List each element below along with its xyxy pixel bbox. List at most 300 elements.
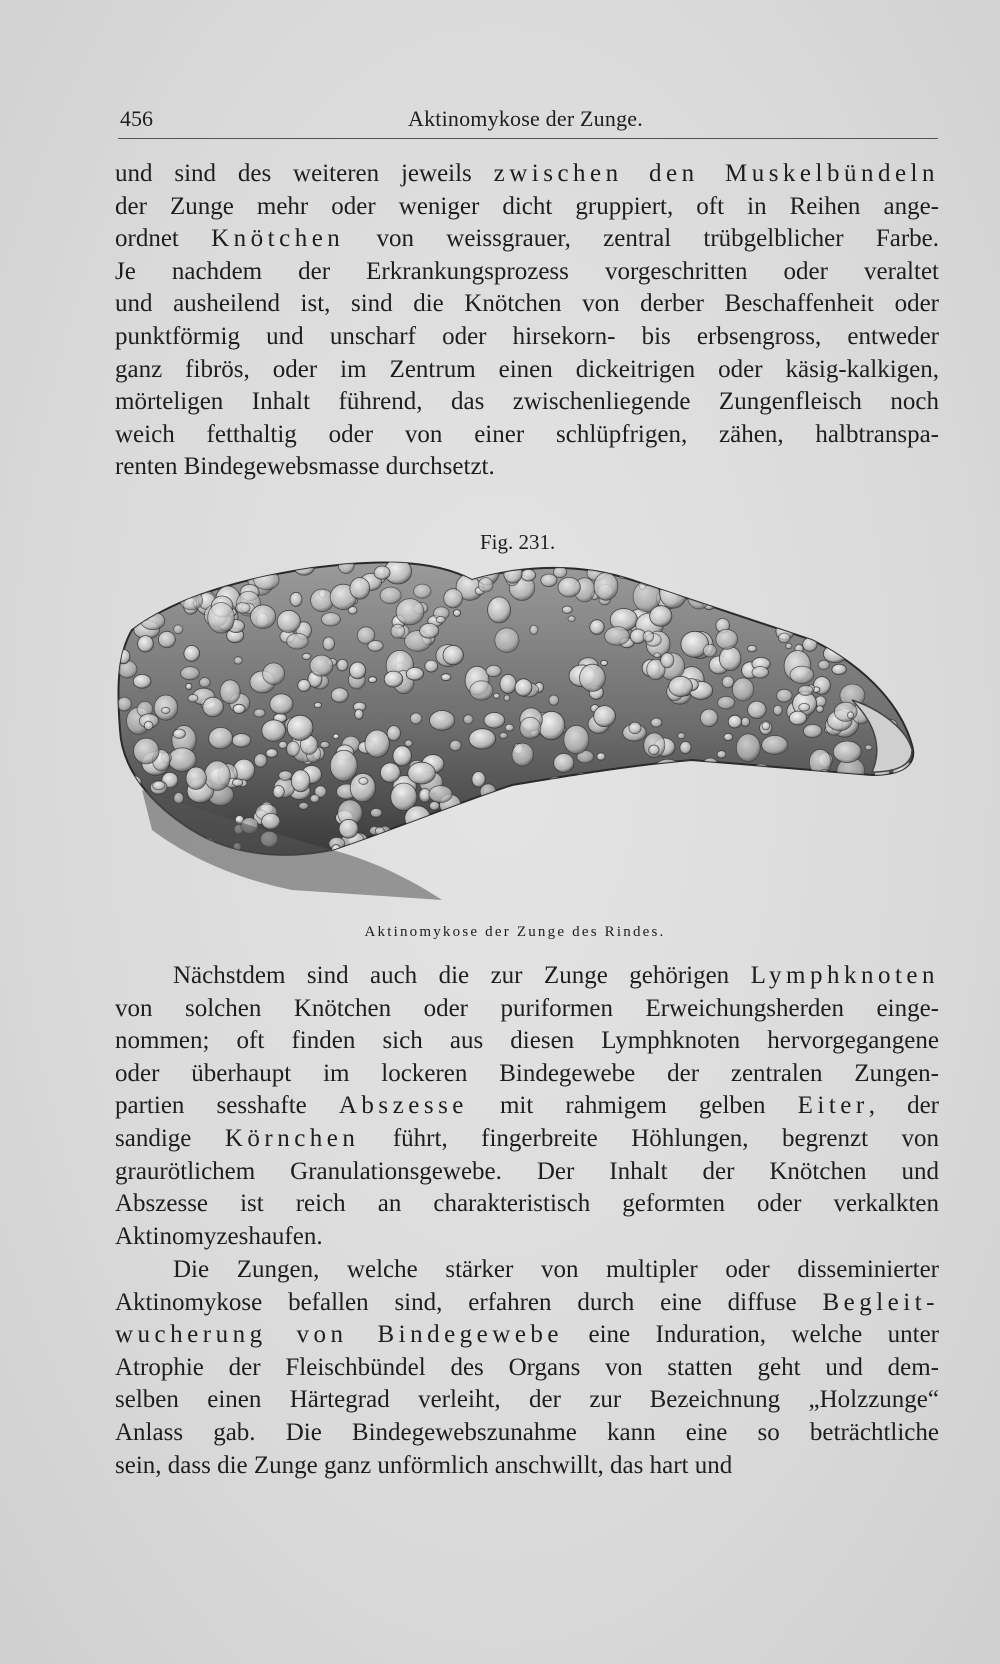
text-line [115, 158, 939, 191]
nodule [391, 624, 405, 638]
nodule [287, 715, 313, 740]
text-segment: führt, fingerbreite Höhlungen, begrenzt von [359, 1124, 939, 1152]
nodule [200, 564, 210, 575]
nodule [144, 590, 165, 612]
nodule [852, 790, 875, 809]
nodule [410, 713, 422, 724]
nodule [724, 733, 733, 740]
nodule [898, 798, 913, 813]
nodule [730, 602, 740, 613]
nodule [776, 799, 793, 818]
text-segment: nommen; oft finden sich aus diesen Lymphknoten hervorgegangene [115, 1027, 939, 1055]
text-line [115, 419, 939, 452]
nodule [302, 653, 311, 659]
nodule [380, 763, 400, 783]
nodule [186, 571, 201, 587]
nodule [548, 817, 559, 828]
nodule [743, 831, 768, 856]
nodule [299, 802, 309, 809]
text-line [115, 1156, 939, 1189]
page-header [118, 104, 938, 139]
text-segment: graurötlichem Granulationsgewebe. Der Inhalt der Knötchen und [115, 1157, 939, 1185]
nodule [469, 729, 496, 749]
nodule [233, 779, 243, 786]
nodule [420, 623, 439, 638]
spaced-emphasis: Knötchen [211, 225, 345, 253]
nodule [853, 779, 868, 793]
nodule [331, 688, 348, 703]
text-segment: renten Bindegewebsmasse durchsetzt. [115, 453, 495, 481]
nodule [186, 683, 192, 689]
nodule [781, 586, 787, 591]
nodule [599, 772, 619, 792]
nodule [171, 849, 177, 854]
nodule [761, 593, 774, 602]
nodule [273, 785, 284, 798]
nodule [601, 660, 608, 665]
nodule [220, 680, 240, 704]
nodule [859, 604, 872, 614]
nodule [504, 564, 522, 583]
nodule [777, 689, 793, 702]
nodule [500, 674, 516, 693]
nodule [279, 741, 288, 748]
nodule [333, 734, 339, 739]
nodule [776, 612, 786, 623]
nodule [339, 819, 358, 838]
nodule [368, 641, 383, 652]
nodule [157, 560, 180, 581]
nodule [520, 717, 541, 739]
nodule [270, 694, 293, 714]
text-segment: ganz fibrös, oder im Zentrum einen dickeitrigen oder käsig-kalkigen, [115, 355, 939, 383]
nodule [232, 734, 251, 748]
nodule [158, 631, 175, 647]
nodule [175, 567, 200, 597]
nodule [594, 847, 612, 861]
nodule [501, 789, 516, 803]
nodule [338, 560, 354, 574]
nodule [541, 574, 557, 587]
nodule [694, 841, 711, 853]
text-segment: Aktinomykose befallen sind, erfahren durch eine diffuse [115, 1288, 823, 1316]
nodule [134, 738, 159, 764]
text-line [115, 451, 939, 484]
tongue-illustration [112, 560, 944, 920]
nodule [387, 726, 400, 741]
nodule [374, 566, 390, 579]
nodule [121, 792, 141, 810]
nodule [408, 762, 436, 784]
nodule [133, 674, 151, 688]
nodule [577, 775, 599, 799]
nodule [833, 741, 861, 763]
nodule [635, 773, 657, 790]
text-segment: , der [868, 1092, 939, 1120]
text-segment: oder überhaupt im lockeren Bindegewebe der zentralen Zungen- [115, 1059, 939, 1087]
text-segment: punktförmig und unscharf oder hirsekorn- bis erbsengross, entweder [115, 322, 939, 350]
text-line [115, 191, 939, 224]
nodule [600, 828, 610, 838]
nodule [506, 818, 527, 837]
nodule [891, 562, 899, 570]
spaced-emphasis: Begleit- [822, 1288, 939, 1316]
nodule [530, 783, 551, 807]
text-segment: eine Induration, welche unter [563, 1321, 939, 1349]
nodule [117, 649, 130, 663]
nodule [498, 798, 508, 806]
nodule [783, 772, 802, 793]
nodule [818, 660, 829, 669]
nodule [512, 743, 533, 766]
nodule [892, 676, 919, 703]
nodule [718, 696, 735, 709]
nodule [620, 776, 630, 786]
nodule [488, 597, 511, 623]
nodule [504, 695, 510, 701]
nodule [209, 727, 233, 749]
nodule [626, 833, 634, 841]
text-segment: selben einen Härtegrad verleiht, der zur Bezeichnung „Holzzunge“ [115, 1386, 939, 1414]
nodule [436, 616, 445, 623]
nodule [594, 573, 618, 601]
nodule [262, 813, 280, 829]
text-segment: Je nachdem der Erkrankungsprozess vorgeschritten oder veraltet [115, 257, 939, 285]
nodule [279, 771, 292, 781]
nodule [515, 679, 532, 696]
nodule [590, 620, 604, 635]
nodule [816, 771, 823, 777]
nodule [762, 722, 770, 730]
text-segment: mit rahmigem gelben [467, 1092, 798, 1120]
nodule [355, 709, 363, 719]
nodule [654, 653, 661, 658]
text-segment: sandige [115, 1124, 225, 1152]
nodule [450, 740, 462, 751]
nodule [430, 711, 455, 731]
nodule [786, 643, 792, 649]
nodule [580, 664, 606, 691]
text-segment: Nächstdem sind auch die zur Zunge gehörigen [173, 962, 751, 989]
nodule [392, 831, 399, 836]
nodule [181, 667, 200, 680]
text-line [115, 256, 939, 289]
nodule [861, 650, 882, 671]
nodule [846, 560, 870, 589]
nodule [872, 786, 898, 808]
nodule [678, 760, 700, 784]
nodule [831, 598, 848, 612]
nodule [671, 786, 681, 798]
nodule [521, 849, 527, 855]
nodule [518, 847, 531, 861]
nodule [595, 818, 606, 827]
nodule [773, 705, 782, 715]
text-line [115, 1384, 939, 1417]
nodule [204, 761, 230, 791]
text-segment: von weissgrauer, zentral trübgelblicher Farbe. [344, 225, 940, 253]
nodule [368, 677, 376, 683]
text-line [115, 223, 939, 256]
text-line [115, 1221, 939, 1254]
nodule [321, 613, 340, 626]
nodule [651, 718, 662, 727]
nodule [486, 665, 501, 677]
nodule [675, 827, 692, 840]
nodule [549, 695, 559, 705]
nodule [484, 713, 505, 729]
nodule [538, 711, 565, 739]
nodule [689, 766, 709, 780]
text-segment: Anlass gab. Die Bindegewebszunahme kann eine so beträchtliche [115, 1418, 939, 1446]
nodule [380, 587, 401, 604]
text-line [115, 288, 939, 321]
nodule [803, 638, 817, 652]
nodule [703, 758, 717, 769]
nodule [254, 709, 265, 717]
nodule [277, 610, 300, 632]
nodule [835, 588, 857, 610]
nodule [660, 577, 687, 608]
nodule [775, 789, 796, 814]
nodule [144, 721, 153, 730]
nodule [799, 703, 810, 711]
nodule [848, 712, 854, 719]
nodule [478, 578, 493, 592]
nodule [564, 725, 589, 754]
nodule [370, 808, 382, 817]
nodule [134, 850, 141, 857]
nodule [817, 770, 832, 788]
nodule [425, 660, 438, 672]
nodule [747, 775, 754, 782]
figure-caption: Aktinomykose der Zunge des Rindes. [364, 924, 666, 940]
nodule [519, 800, 529, 811]
nodule [310, 795, 319, 803]
spaced-emphasis: Abszesse [338, 1092, 468, 1120]
text-line [115, 1058, 939, 1091]
nodule [680, 742, 691, 754]
nodule [414, 584, 431, 598]
nodule [474, 560, 491, 574]
paragraph-3 [115, 1254, 939, 1482]
nodule [703, 776, 714, 784]
nodule [453, 610, 460, 617]
nodule [174, 625, 183, 634]
nodule [138, 636, 154, 652]
spaced-emphasis: Körnchen [224, 1124, 360, 1152]
nodule [350, 578, 370, 600]
nodule [287, 633, 309, 649]
nodule [266, 749, 278, 758]
nodule [506, 827, 525, 845]
nodule [661, 653, 674, 668]
nodule [908, 567, 915, 572]
nodule [429, 786, 452, 803]
nodule [810, 610, 816, 617]
text-line [115, 1254, 939, 1287]
nodule [291, 770, 310, 792]
nodule [859, 640, 884, 666]
nodule [173, 729, 185, 738]
nodule [903, 622, 918, 636]
nodule [804, 796, 818, 812]
nodule [700, 709, 718, 727]
nodule [839, 835, 860, 852]
nodule [127, 596, 140, 609]
nodule [542, 844, 549, 850]
nodule [463, 715, 473, 724]
nodule [741, 717, 750, 726]
nodule [475, 796, 498, 813]
nodule [782, 810, 806, 836]
nodule [530, 625, 538, 634]
nodule [558, 577, 580, 597]
nodule [599, 802, 624, 823]
nodule [790, 666, 814, 683]
nodule [233, 704, 245, 713]
nodule [844, 609, 854, 619]
text-line [115, 1287, 939, 1320]
nodule [384, 671, 403, 687]
nodule [636, 565, 642, 570]
text-line [115, 1025, 939, 1058]
nodule [896, 638, 903, 646]
spaced-emphasis: wucherung von Bindegewebe [115, 1321, 564, 1349]
nodule [888, 677, 912, 696]
text-segment: und ausheilend ist, sind die Knötchen von derber Beschaffenheit oder [115, 290, 939, 318]
text-line [115, 1352, 939, 1385]
nodule [716, 629, 738, 649]
nodule [862, 792, 877, 803]
nodule [310, 655, 333, 676]
nodule [495, 628, 519, 653]
nodule [724, 837, 744, 855]
nodule [263, 663, 285, 685]
nodule [748, 701, 767, 718]
nodule [323, 637, 335, 650]
nodule [162, 707, 170, 713]
nodule [406, 667, 423, 680]
text-segment: ordnet [115, 225, 212, 253]
nodule [732, 827, 740, 836]
nodule [703, 644, 716, 657]
text-line [115, 386, 939, 419]
nodule [529, 842, 541, 851]
nodule [605, 627, 630, 646]
nodule [314, 702, 321, 708]
nodule [287, 741, 300, 756]
nodule [493, 693, 499, 698]
nodule [642, 828, 650, 835]
nodule [117, 697, 131, 711]
nodule [865, 745, 872, 750]
nodule [717, 751, 726, 758]
nodule [671, 777, 693, 800]
nodule [441, 674, 451, 681]
nodule [736, 734, 760, 762]
nodule [871, 622, 897, 653]
nodule [669, 676, 693, 696]
nodule [789, 711, 806, 725]
nodule [209, 561, 232, 578]
text-line [115, 960, 939, 993]
text-line [115, 1450, 939, 1483]
nodule [643, 631, 654, 642]
nodule [444, 589, 463, 608]
nodule [832, 664, 846, 674]
nodule [594, 706, 616, 727]
nodule [877, 560, 892, 575]
text-line [115, 1417, 939, 1450]
text-line [115, 1123, 939, 1156]
nodule [350, 662, 366, 679]
nodule [199, 678, 210, 688]
nodule [798, 841, 807, 851]
nodule [728, 715, 741, 728]
text-segment: Die Zungen, welche stärker von multipler oder disseminierter [173, 1256, 939, 1283]
nodule [629, 722, 641, 734]
nodule [396, 599, 424, 625]
nodule [405, 806, 431, 831]
text-segment: partien sesshafte [115, 1092, 339, 1120]
nodule [568, 616, 575, 622]
nodule [242, 560, 262, 573]
nodule [468, 566, 475, 572]
nodule [740, 764, 752, 776]
nodule [539, 833, 545, 840]
text-line [115, 1188, 939, 1221]
nodule [388, 833, 412, 851]
nodule [732, 678, 753, 701]
text-segment: sein, dass die Zunge ganz unförmlich anschwillt, das hart und [115, 1451, 733, 1479]
nodule [468, 838, 478, 847]
nodule [797, 832, 808, 844]
nodule [569, 773, 596, 804]
nodule [562, 606, 572, 613]
text-segment: Aktinomyzeshaufen. [115, 1222, 323, 1250]
nodule [716, 786, 740, 813]
nodule [875, 820, 900, 847]
nodule [183, 581, 193, 590]
nodule [254, 570, 279, 589]
nodule [778, 633, 790, 643]
nodule [724, 772, 736, 780]
nodule [737, 560, 760, 580]
nodule [750, 831, 762, 844]
nodule [688, 584, 711, 609]
text-segment: der Zunge mehr oder weniger dicht gruppiert, oft in Reihen ange- [115, 192, 939, 220]
nodule [392, 842, 415, 863]
figure-label: Fig. 231. [480, 530, 556, 554]
nodule [722, 676, 734, 688]
nodule [678, 733, 685, 739]
nodule [778, 567, 792, 581]
text-segment: und sind des weiteren jeweils [115, 160, 494, 187]
nodule [892, 685, 917, 710]
nodule [203, 697, 224, 717]
nodule [188, 695, 198, 702]
nodule [748, 764, 774, 795]
nodule [771, 771, 792, 792]
text-line [115, 321, 939, 354]
nodule [874, 586, 891, 605]
nodule [472, 772, 485, 788]
text-segment: mörteligen Inhalt führend, das zwischenliegende Zungenfleisch noch [115, 388, 939, 416]
nodule [740, 849, 749, 857]
nodule [650, 606, 672, 627]
nodule [186, 767, 206, 789]
